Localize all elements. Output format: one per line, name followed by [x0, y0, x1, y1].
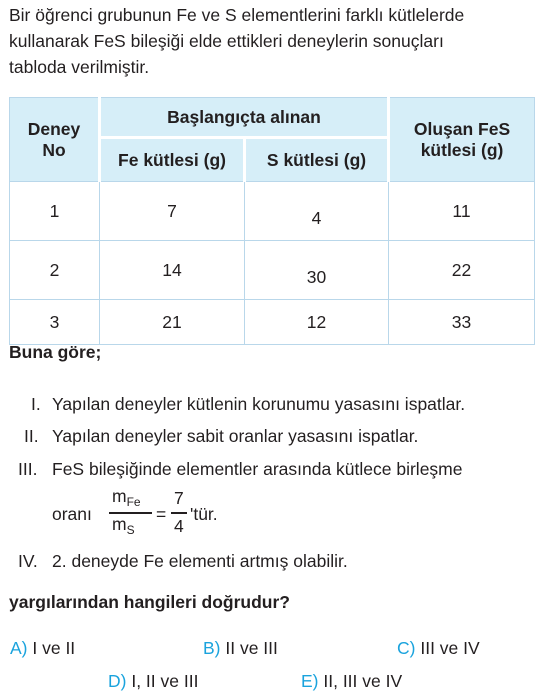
- cell-s: 12: [245, 300, 389, 345]
- option-d-text: I, II ve III: [131, 671, 199, 691]
- equals-sign: =: [156, 504, 167, 524]
- option-e[interactable]: [301, 671, 402, 692]
- option-d[interactable]: [108, 671, 198, 692]
- header-s-mass: S kütlesi (g): [245, 138, 389, 182]
- statement-iii-oran: oranı: [52, 504, 92, 524]
- statement-i-text: Yapılan deneyler kütlenin korunumu yasasını ispatlar.: [52, 394, 466, 414]
- cell-fes: 33: [389, 300, 535, 345]
- cell-no: 3: [10, 300, 100, 345]
- header-group: Başlangıçta alınan: [100, 98, 389, 138]
- statement-iii-tur: 'tür.: [190, 504, 218, 524]
- statement-i-number: I.: [31, 394, 41, 414]
- option-c[interactable]: [397, 638, 480, 659]
- cell-no: 2: [10, 241, 100, 300]
- intro-line-2: kullanarak FeS bileşiği elde ettikleri deneylerin sonuçları: [9, 31, 444, 51]
- intro-text: [9, 2, 534, 80]
- cell-s: 4: [245, 182, 389, 241]
- option-e-letter: E): [301, 671, 319, 691]
- statement-iv-number: IV.: [18, 551, 38, 571]
- statement-iv-text: 2. deneyde Fe elementi artmış olabilir.: [52, 551, 348, 571]
- option-e-text: II, III ve IV: [323, 671, 403, 691]
- cell-fe: 14: [100, 241, 245, 300]
- cell-fes: 22: [389, 241, 535, 300]
- header-fes-mass: Oluşan FeS kütlesi (g): [389, 98, 535, 182]
- table-row: [10, 300, 535, 345]
- statement-ii-text: Yapılan deneyler sabit oranlar yasasını ispatlar.: [52, 426, 419, 446]
- question-lead: Buna göre;: [9, 342, 102, 362]
- intro-line-3: tabloda verilmiştir.: [9, 57, 150, 77]
- option-c-letter: C): [397, 638, 416, 658]
- option-b-text: II ve III: [225, 638, 278, 658]
- option-b-letter: B): [203, 638, 221, 658]
- option-c-text: III ve IV: [420, 638, 480, 658]
- cell-no: 1: [10, 182, 100, 241]
- fraction-bar: [109, 512, 152, 514]
- option-a-text: I ve II: [32, 638, 76, 658]
- table-row: [10, 182, 535, 241]
- table-row: [10, 241, 535, 300]
- cell-fe: 21: [100, 300, 245, 345]
- fraction-denominator-four: 4: [174, 516, 184, 536]
- header-fe-mass: Fe kütlesi (g): [100, 138, 245, 182]
- cell-fe: 7: [100, 182, 245, 241]
- fraction-denominator-ms: $m_S$: [112, 514, 135, 537]
- fraction-bar-numeric: [171, 512, 187, 514]
- fraction-numerator-seven: 7: [174, 488, 184, 508]
- option-a-letter: A): [10, 638, 28, 658]
- question-end: yargılarından hangileri doğrudur?: [9, 592, 290, 612]
- option-d-letter: D): [108, 671, 127, 691]
- cell-fes: 11: [389, 182, 535, 241]
- option-a[interactable]: [10, 638, 75, 659]
- fraction-numerator-mfe: $m_{Fe}$: [112, 486, 141, 509]
- statement-iii-number: III.: [18, 459, 38, 479]
- experiment-table: [9, 97, 535, 345]
- header-deney-no: Deney No: [10, 98, 100, 182]
- statement-ii-number: II.: [24, 426, 39, 446]
- statement-iii-text: FeS bileşiğinde elementler arasında kütlece birleşme: [52, 459, 463, 479]
- option-b[interactable]: [203, 638, 278, 659]
- cell-s: 30: [245, 241, 389, 300]
- intro-line-1: Bir öğrenci grubunun Fe ve S elementlerini farklı kütlelerde: [9, 5, 465, 25]
